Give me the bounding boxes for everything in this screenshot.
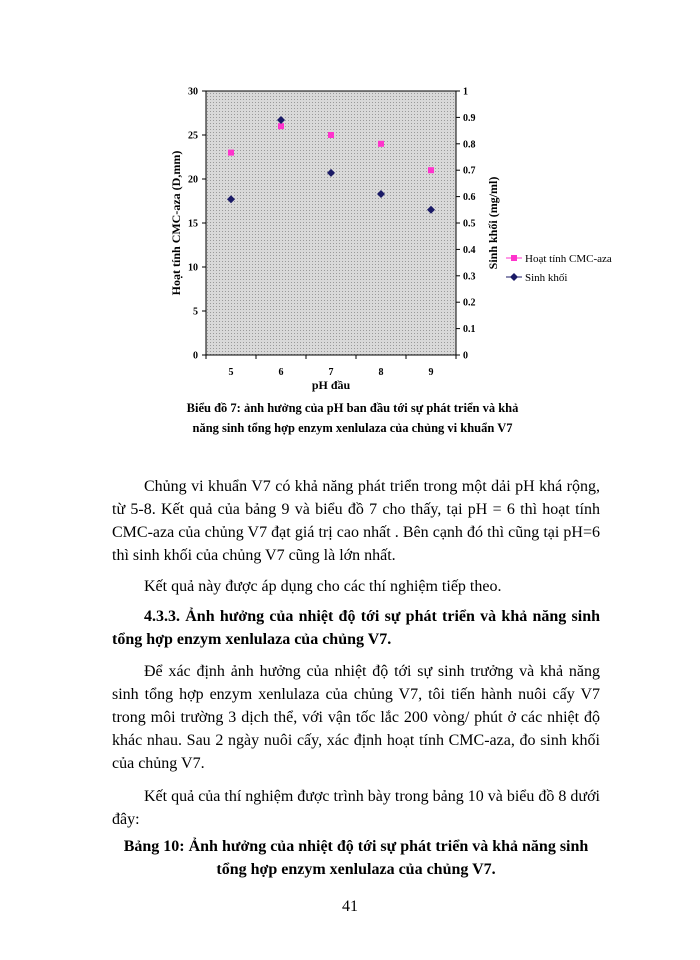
legend xyxy=(506,253,612,284)
legend-item-activity: Hoạt tính CMC-aza xyxy=(525,253,612,265)
left-tick-label: 5 xyxy=(193,306,198,318)
figure-caption-line-1: Biểu đồ 7: ảnh hưởng của pH ban đầu tới sự phát triển và khả xyxy=(186,401,519,415)
left-tick-label: 25 xyxy=(188,130,198,142)
x-tick-label: 5 xyxy=(228,367,234,378)
x-tick-label: 7 xyxy=(328,367,334,378)
paragraph-ph-result: Chủng vi khuẩn V7 có khả năng phát triển trong một dải pH khá rộng, từ 5-8. Kết quả của bảng 9 và biểu đồ 7 cho thấy, tại pH = 6 thì hoạt tính CMC-aza của chủng V7 đạt giá trị cao nhất . Bên cạnh đó thì cũng tại pH=6 thì sinh khối của chủng V7 cũng là lớn nhất. xyxy=(112,478,600,564)
right-tick-label: 0.5 xyxy=(463,218,476,230)
right-tick-label: 0.2 xyxy=(463,297,476,309)
activity-point xyxy=(428,167,434,173)
table-caption: Bảng 10: Ảnh hưởng của nhiệt độ tới sự phát triển và khả năng sinh tổng hợp enzym xenlulaza của chủng V7. xyxy=(123,838,589,878)
x-axis-label: pH đầu xyxy=(311,378,351,392)
x-tick-label: 6 xyxy=(278,367,284,378)
activity-point xyxy=(228,150,234,156)
activity-point xyxy=(378,141,384,147)
section-heading-4-3-3: 4.3.3. Ảnh hưởng của nhiệt độ tới sự phát triển và khả năng sinh tổng hợp enzym xenlulaza của chủng V7. xyxy=(112,608,600,648)
figure-chart xyxy=(0,0,700,400)
left-tick-label: 10 xyxy=(188,262,198,274)
right-tick-label: 1 xyxy=(463,86,468,98)
page-number: 41 xyxy=(342,898,358,915)
left-tick-label: 15 xyxy=(188,218,198,230)
legend-square-marker xyxy=(511,255,517,261)
right-axis-label: Sinh khối (mg/ml) xyxy=(486,176,500,270)
paragraph-results-intro: Kết quả của thí nghiệm được trình bày trong bảng 10 và biểu đồ 8 dưới đây: xyxy=(112,788,600,828)
legend-diamond-marker xyxy=(510,273,518,281)
figure-caption xyxy=(150,398,555,438)
left-axis-label: Hoạt tính CMC-aza (D,mm) xyxy=(169,150,183,296)
figure-caption-line-2: năng sinh tổng hợp enzym xenlulaza của chủng vi khuẩn V7 xyxy=(192,421,513,435)
x-tick-label: 8 xyxy=(378,367,384,378)
right-tick-label: 0.6 xyxy=(463,192,476,204)
legend-item-biomass: Sinh khối xyxy=(525,272,568,284)
paragraph-applied: Kết quả này được áp dụng cho các thí nghiệm tiếp theo. xyxy=(144,578,502,595)
activity-point xyxy=(278,123,284,129)
right-tick-label: 0 xyxy=(463,350,468,362)
left-tick-label: 0 xyxy=(193,350,198,362)
right-tick-label: 0.8 xyxy=(463,139,476,151)
right-tick-label: 0.3 xyxy=(463,271,476,283)
right-tick-label: 0.1 xyxy=(463,324,476,336)
paragraph-method: Để xác định ảnh hưởng của nhiệt độ tới sự sinh trưởng và khả năng sinh tổng hợp enzym xenlulaza của chủng V7, tôi tiến hành nuôi cấy V7 trong môi trường 3 dịch thể, với vận tốc lắc 200 vòng/ phút ở các nhiệt độ khác nhau. Sau 2 ngày nuôi cấy, xác định hoạt tính CMC-aza, đo sinh khối của chủng V7. xyxy=(112,663,600,772)
right-tick-label: 0.7 xyxy=(463,165,476,177)
right-tick-label: 0.9 xyxy=(463,112,476,124)
plot-area xyxy=(206,91,456,355)
left-tick-label: 20 xyxy=(188,174,198,186)
activity-point xyxy=(328,132,334,138)
right-tick-label: 0.4 xyxy=(463,244,476,256)
left-tick-label: 30 xyxy=(188,86,198,98)
x-tick-label: 9 xyxy=(428,367,434,378)
